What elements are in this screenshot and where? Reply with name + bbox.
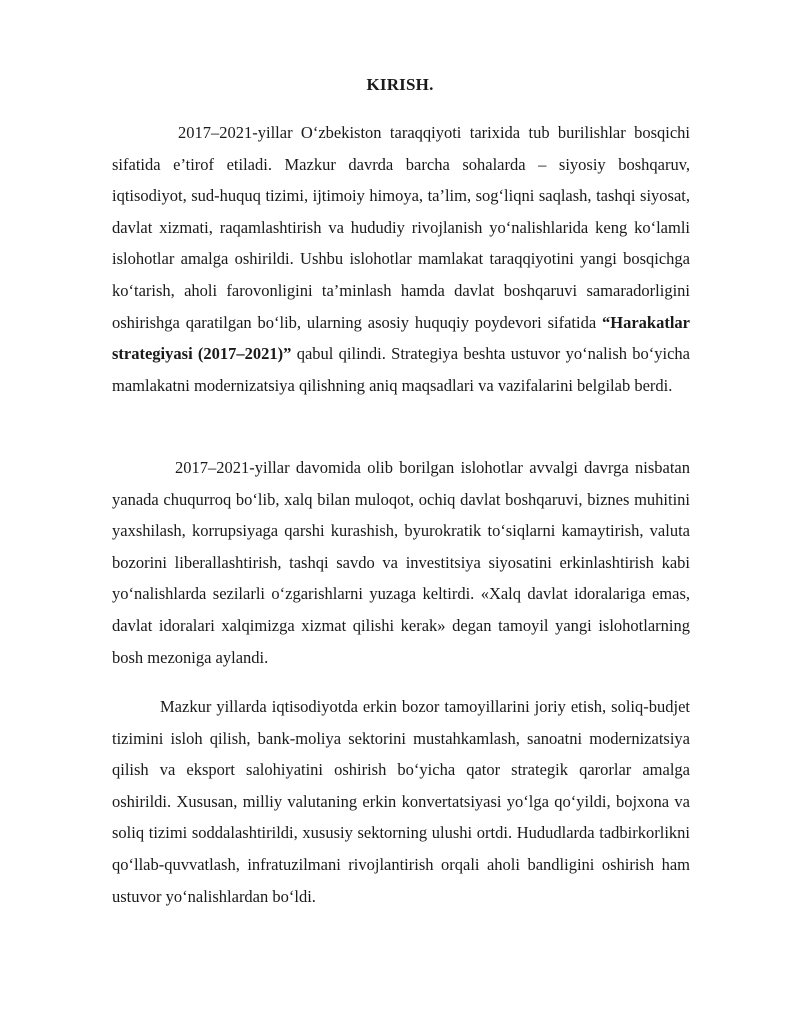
paragraph-1-text-end: qabul qilindi. Strategiya beshta ustuvor yo‘nalish bo‘yicha mamlakatni modernizatsiya qilishning aniq maqsadlari va vazifalarini belgilab berdi. (112, 344, 690, 395)
strategy-title-bold: “Harakatlar strategiyasi (2017–2021)” (112, 312, 690, 364)
paragraph-3: Mazkur yillarda iqtisodiyotda erkin bozor tamoyillarini joriy etish, soliq-budjet tizimini isloh qilish, bank-moliya sektorini mustahkamlash, sanoatni modernizatsiya qilish va eksport salohiyatini oshirish bo‘yicha qator strategik qarorlar amalga oshirildi. Xususan, milliy valutaning erkin konvertatsiyasi yo‘lga qo‘yildi, bojxona va soliq tizimi soddalashtirildi, xususiy sektorning ulushi ortdi. Hududlarda tadbirkorlikni qo‘llab-quvvatlash, infratuzilmani rivojlantirish orqali aholi bandligini oshirish ham ustuvor yo‘nalishlardan bo‘ldi. (112, 697, 690, 906)
document-title: KIRISH. (366, 75, 434, 94)
paragraph-1 (112, 117, 690, 401)
paragraph-2: 2017–2021-yillar davomida olib borilgan islohotlar avvalgi davrga nisbatan yanada chuqurroq bo‘lib, xalq bilan muloqot, ochiq davlat boshqaruvi, biznes muhitini yaxshilash, korrupsiyaga qarshi kurashish, byurokratik to‘siqlarni kamaytirish, valuta bozorini liberallashtirish, tashqi savdo va investitsiya siyosatini erkinlashtirish kabi yo‘nalishlarda sezilarli o‘zgarishlarni yuzaga keltirdi. «Xalq davlat idoralariga emas, davlat idoralari xalqimizga xizmat qilishi kerak» degan tamoyil yangi islohotlarning bosh mezoniga aylandi. (112, 458, 690, 667)
paragraph-1-text-start: 2017–2021-yillar O‘zbekiston taraqqiyoti tarixida tub burilishlar bosqichi sifatida e’tirof etiladi. Mazkur davrda barcha sohalarda – siyosiy boshqaruv, iqtisodiyot, sud-huquq tizimi, ijtimoiy himoya, ta’lim, sog‘liqni saqlash, tashqi siyosat, davlat xizmati, raqamlashtirish va hududiy rivojlanish yo‘nalishlarida keng ko‘lamli islohotlar amalga oshirildi. Ushbu islohotlar mamlakat taraqqiyotini yangi bosqichga ko‘tarish, aholi farovonligini ta’minlash hamda davlat boshqaruvi samaradorligini oshirishga qaratilgan bo‘lib, ularning asosiy huquqiy poydevori sifatida (112, 123, 690, 332)
